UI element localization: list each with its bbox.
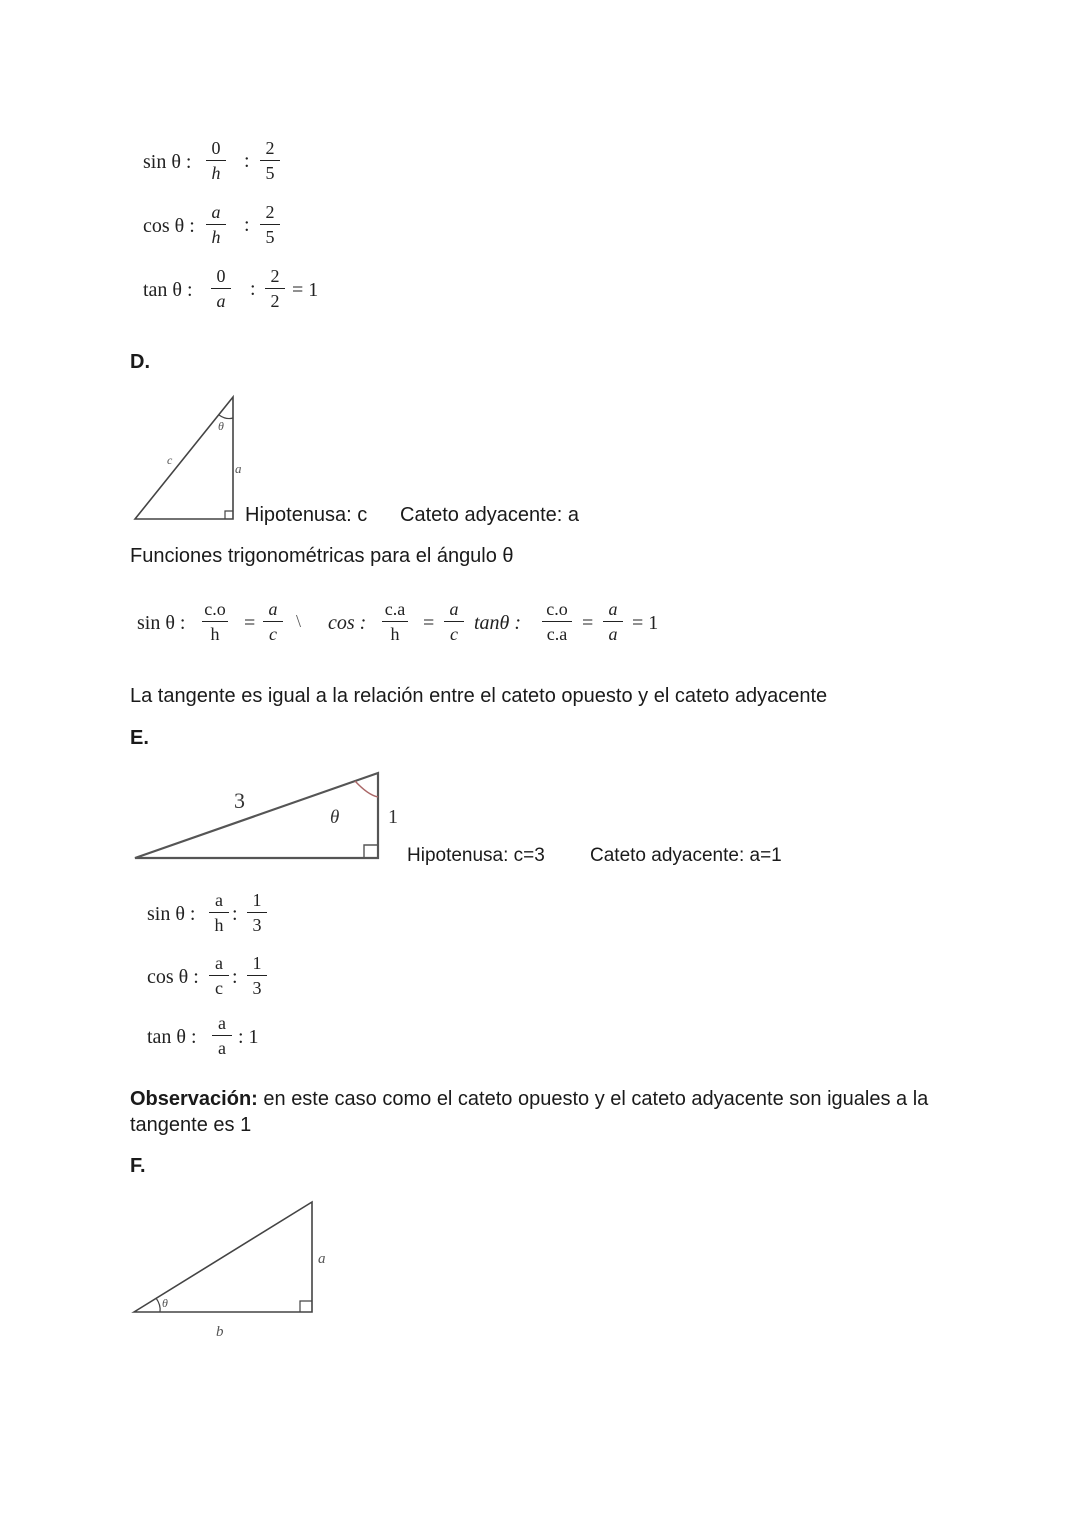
- fraction: 0 h: [204, 139, 228, 182]
- fraction: a a: [601, 600, 625, 643]
- fraction: a h: [204, 203, 228, 246]
- equals: =: [244, 612, 256, 634]
- result: = 1: [292, 279, 319, 301]
- funciones-title: Funciones trigonométricas para el ángulo θ: [130, 545, 514, 567]
- cos-label: cos θ :: [147, 966, 199, 988]
- triangle-f: [134, 1202, 312, 1312]
- cos-label: cos :: [328, 612, 367, 634]
- hyp-label: c: [167, 453, 173, 467]
- tangente-text: La tangente es igual a la relación entre el cateto opuesto y el cateto adyacente: [130, 685, 828, 707]
- separator: :: [244, 214, 250, 236]
- cateto-e: Cateto adyacente: a=1: [590, 845, 782, 866]
- fraction: 2 2: [263, 267, 287, 310]
- triangle-e-diagram: [130, 765, 410, 865]
- observacion-line1: [130, 1088, 928, 1111]
- tan-label: tan θ :: [143, 279, 193, 301]
- sin-label: sin θ :: [147, 903, 196, 925]
- separator: :: [244, 150, 250, 172]
- fraction: a a: [210, 1014, 234, 1057]
- fraction: 2 5: [258, 139, 282, 182]
- angle-label: θ: [218, 419, 224, 433]
- separator-mark: \: [296, 611, 302, 631]
- observacion-text: en este caso como el cateto opuesto y el cateto adyacente son iguales a la: [257, 1088, 929, 1110]
- fraction: 2 5: [258, 203, 282, 246]
- right-angle-mark: [364, 845, 378, 858]
- tan-label: tanθ :: [474, 612, 522, 634]
- fraction: c.o c.a: [540, 600, 574, 643]
- base-label: b: [216, 1324, 224, 1340]
- right-angle-mark: [300, 1301, 312, 1312]
- side-label: 1: [388, 806, 398, 828]
- fraction: a h: [207, 891, 231, 934]
- sin-label: sin θ :: [137, 612, 186, 634]
- fraction: c.a h: [380, 600, 410, 643]
- observacion-label: Observación:: [130, 1088, 258, 1110]
- right-angle-mark: [225, 511, 233, 519]
- fraction: a c: [261, 600, 285, 643]
- tan-label: tan θ :: [147, 1026, 197, 1048]
- equals: =: [582, 612, 594, 634]
- side-label: a: [235, 461, 242, 476]
- section-heading-e: E.: [130, 727, 149, 749]
- separator: :: [250, 278, 256, 300]
- fraction: a c: [207, 954, 231, 997]
- observacion-line2: tangente es 1: [130, 1114, 252, 1136]
- fraction: 1 3: [245, 954, 269, 997]
- triangle-f-diagram: [128, 1195, 348, 1345]
- angle-label: θ: [162, 1296, 168, 1310]
- side-label: a: [318, 1251, 326, 1267]
- fraction: a c: [442, 600, 466, 643]
- angle-arc: [156, 1298, 160, 1312]
- section-heading-d: D.: [130, 351, 150, 373]
- triangle-e: [135, 773, 378, 858]
- separator: :: [232, 903, 238, 925]
- cos-label: cos θ :: [143, 215, 195, 237]
- sin-label: sin θ :: [143, 151, 192, 173]
- separator: :: [232, 966, 238, 988]
- hipotenusa-d: Hipotenusa: c: [245, 504, 368, 526]
- triangle-d-diagram: [130, 390, 250, 525]
- triangle-d: [135, 397, 233, 519]
- fraction: 0 a: [209, 267, 233, 310]
- cateto-d: Cateto adyacente: a: [400, 504, 580, 526]
- fraction: c.o h: [200, 600, 230, 643]
- angle-arc: [355, 781, 378, 797]
- angle-label: θ: [330, 807, 340, 828]
- section-heading-f: F.: [130, 1155, 146, 1177]
- result: : 1: [238, 1026, 259, 1048]
- hipotenusa-e: Hipotenusa: c=3: [407, 845, 545, 866]
- result: = 1: [632, 612, 659, 634]
- equals: =: [423, 612, 435, 634]
- fraction: 1 3: [245, 891, 269, 934]
- hyp-label: 3: [234, 788, 245, 813]
